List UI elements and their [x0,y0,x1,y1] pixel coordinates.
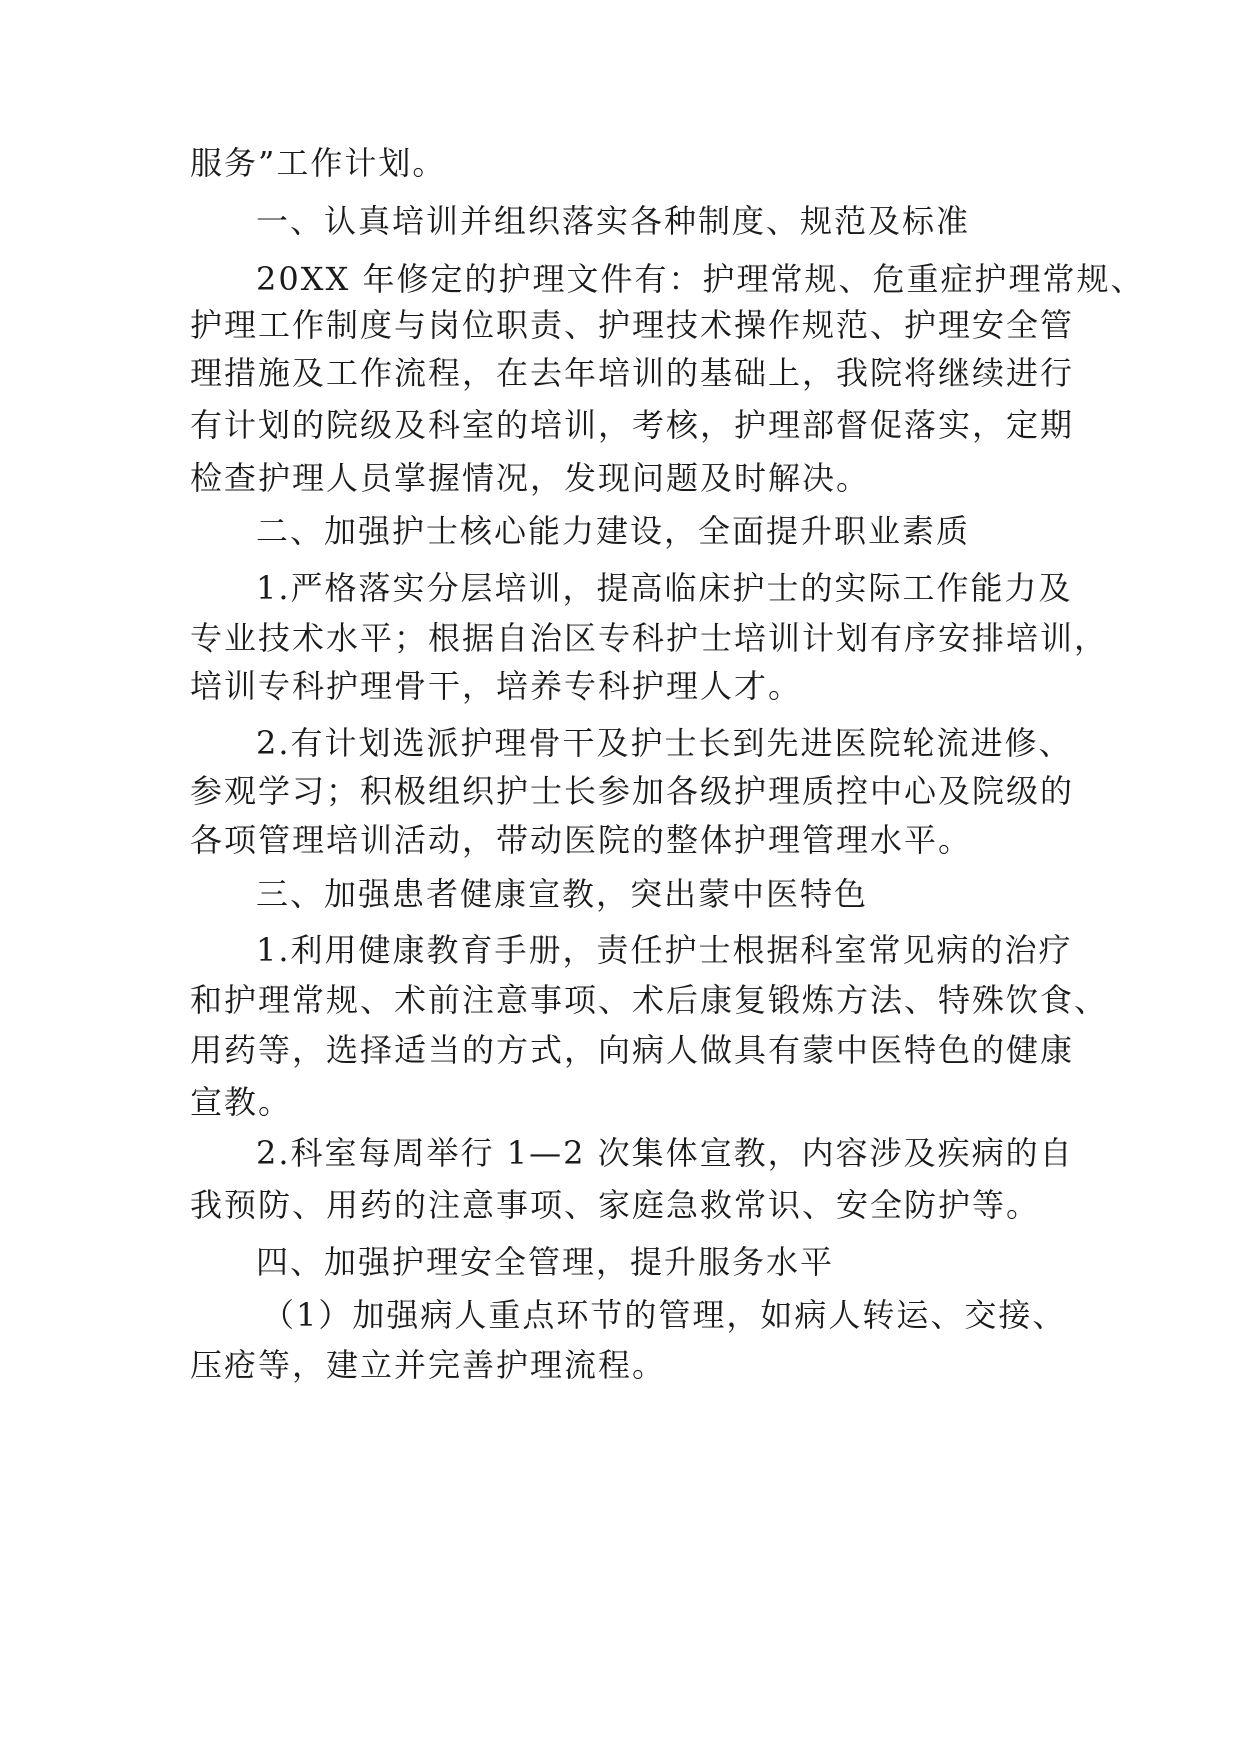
text-line: 专业技术水平；根据自治区专科护士培训计划有序安排培训， [190,619,1109,657]
text-line: 理措施及工作流程，在去年培训的基础上，我院将继续进行 [190,354,1075,392]
text-line: 护理工作制度与岗位职责、护理技术操作规范、护理安全管 [190,306,1075,344]
text-line: 各项管理培训活动，带动医院的整体护理管理水平。 [190,821,973,859]
text-line: 20XX 年修定的护理文件有：护理常规、危重症护理常规、 [256,260,1145,298]
text-line: 服务”工作计划。 [190,144,447,182]
section-heading-3: 三、加强患者健康宣教，突出蒙中医特色 [256,875,869,913]
text-line: 压疮等，建立并完善护理流程。 [190,1346,667,1384]
section-heading-1: 一、认真培训并组织落实各种制度、规范及标准 [256,202,971,240]
text-line: 用药等，选择适当的方式，向病人做具有蒙中医特色的健康 [190,1031,1075,1069]
section-heading-2: 二、加强护士核心能力建设，全面提升职业素质 [256,512,971,550]
text-line: 有计划的院级及科室的培训，考核，护理部督促落实，定期 [190,406,1075,444]
text-line: 检查护理人员掌握情况，发现问题及时解决。 [190,459,871,497]
text-line: 我预防、用药的注意事项、家庭急救常识、安全防护等。 [190,1186,1041,1224]
section-heading-4: 四、加强护理安全管理，提升服务水平 [256,1243,835,1281]
text-line: 和护理常规、术前注意事项、术后康复锻炼方法、特殊饮食、 [190,981,1109,1019]
text-line: 2.有计划选派护理骨干及护士长到先进医院轮流进修、 [256,724,1073,762]
text-line: 2.科室每周举行 1—2 次集体宣教，内容涉及疾病的自 [256,1134,1074,1172]
text-line: 1.严格落实分层培训，提高临床护士的实际工作能力及 [256,569,1073,607]
text-line: 宣教。 [190,1083,293,1121]
text-line: （1）加强病人重点环节的管理，如病人转运、交接、 [262,1296,1067,1334]
text-line: 1.利用健康教育手册，责任护士根据科室常见病的治疗 [256,931,1073,969]
text-line: 参观学习；积极组织护士长参加各级护理质控中心及院级的 [190,772,1075,810]
text-line: 培训专科护理骨干，培养专科护理人才。 [190,667,803,705]
